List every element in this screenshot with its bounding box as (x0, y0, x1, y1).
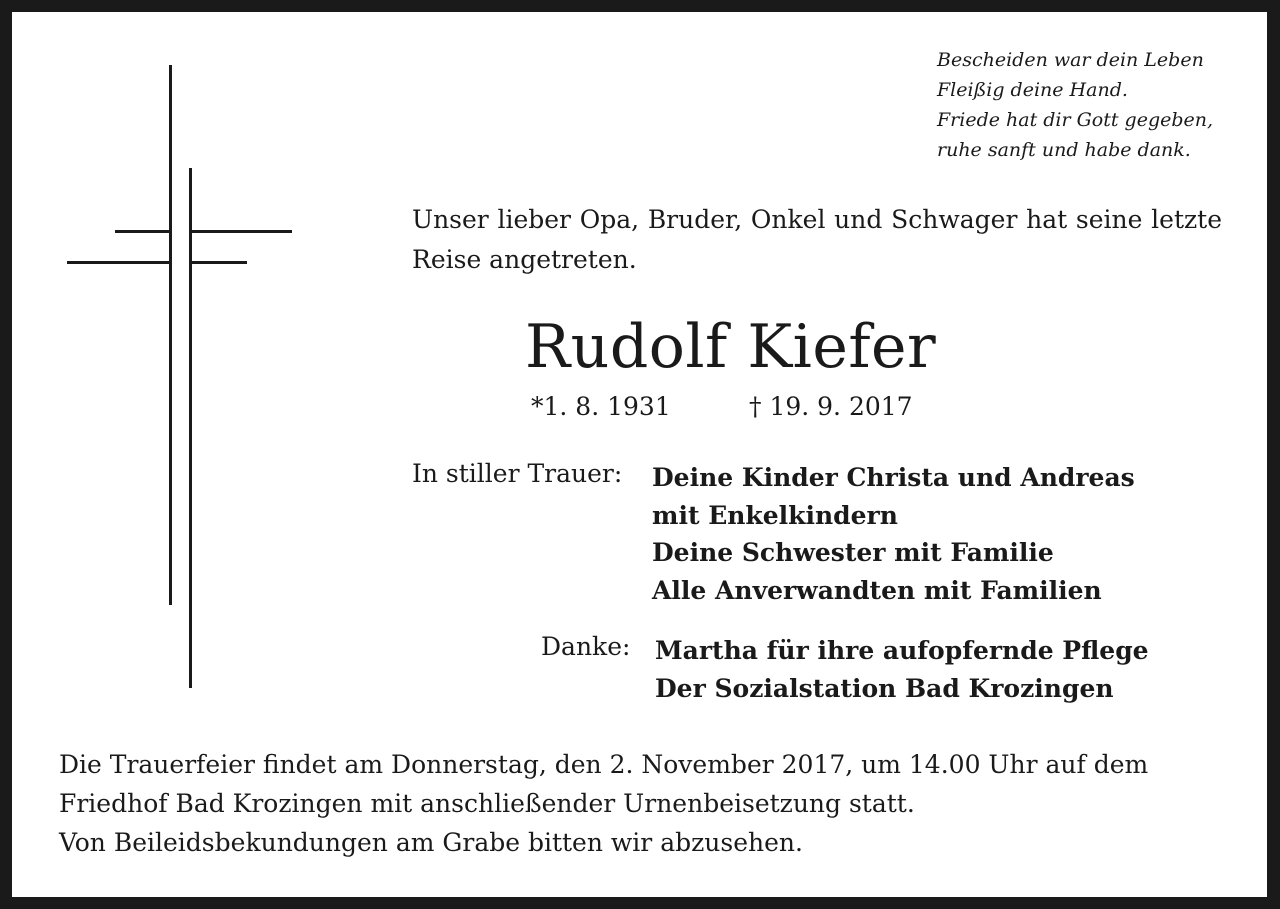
deceased-name: Rudolf Kiefer (525, 312, 937, 382)
obituary-notice (12, 12, 1267, 897)
death-date: † 19. 9. 2017 (749, 392, 913, 421)
poem-line: Bescheiden war dein Leben (937, 49, 1204, 71)
funeral-info (59, 745, 1239, 862)
cross-symbol-icon (67, 65, 307, 695)
poem-line: Fleißig deine Hand. (937, 79, 1128, 101)
funeral-info-line: Von Beileidsbekundungen am Grabe bitten wir abzusehen. (59, 828, 803, 857)
mourners-list (652, 459, 1135, 609)
mourner-line: Deine Schwester mit Familie (652, 538, 1054, 567)
poem-line: ruhe sanft und habe dank. (937, 139, 1191, 161)
thanks-line: Der Sozialstation Bad Krozingen (655, 673, 1114, 703)
mourner-line: mit Enkelkindern (652, 500, 898, 530)
thanks-label: Danke: (541, 632, 631, 661)
thanks-list (655, 632, 1149, 707)
mourning-label: In stiller Trauer: (412, 459, 623, 488)
poem (937, 45, 1257, 165)
poem-line: Friede hat dir Gott gegeben, (937, 109, 1214, 131)
mourner-line: Alle Anverwandten mit Familien (652, 575, 1102, 605)
intro-text: Unser lieber Opa, Bruder, Onkel und Schwager hat seine letzte Reise angetreten. (412, 205, 1222, 274)
mourner-line: Deine Kinder Christa und Andreas (652, 463, 1135, 492)
funeral-info-line: Die Trauerfeier findet am Donnerstag, den 2. November 2017, um 14.00 Uhr auf dem (59, 750, 1149, 779)
funeral-info-line: Friedhof Bad Krozingen mit anschließender Urnenbeisetzung statt. (59, 789, 915, 818)
birth-date: *1. 8. 1931 (531, 392, 671, 421)
thanks-line: Martha für ihre aufopfernde Pflege (655, 636, 1149, 665)
